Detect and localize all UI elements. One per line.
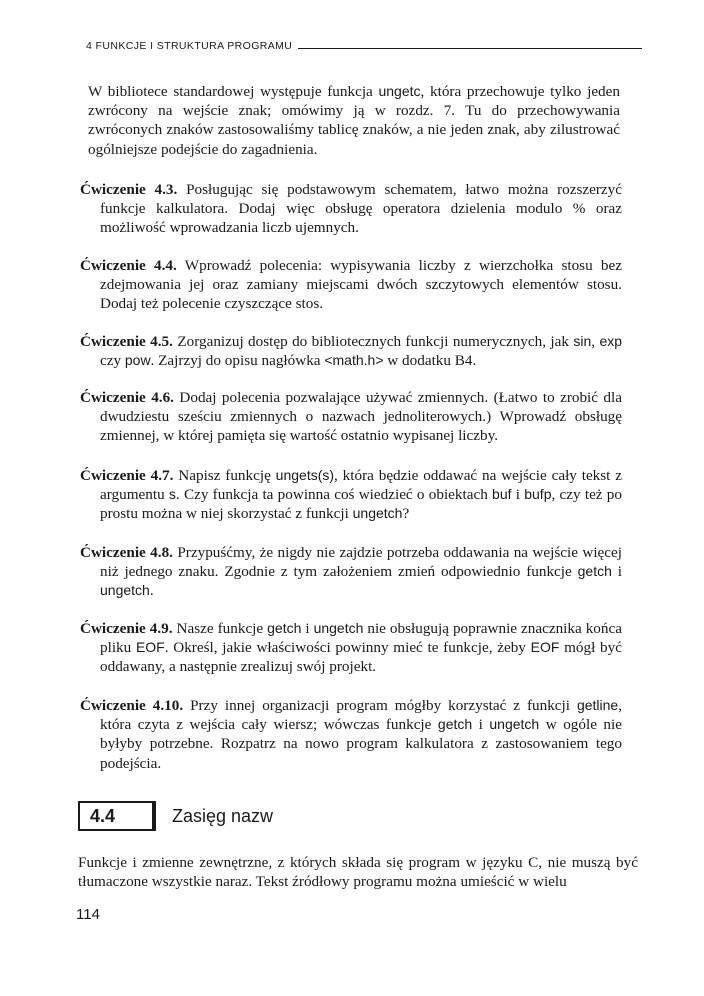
exercise-text: , czy też po prostu można w niej skorzystać z funkcji [100, 486, 622, 523]
exercise-4-9 [80, 619, 622, 677]
section-title: Zasięg nazw [172, 805, 274, 826]
code-s: s [168, 486, 176, 503]
code-ungets: ungets(s) [275, 467, 335, 483]
exercise-4-3 [80, 180, 622, 238]
exercise-label: Ćwiczenie 4.3. [80, 181, 178, 198]
exercise-text: . Określ, jakie właściwości powinny mieć te funkcje, żeby [164, 639, 531, 657]
exercise-label: Ćwiczenie 4.5. [80, 333, 173, 350]
exercise-text: Wprowadź polecenia: wypisywania liczby z wierzchołka stosu bez zdejmowania jej oraz zamiany miejscami dwóch szczytowych elementów stosu. Dodaj też polecenie czyszczące stos. [100, 257, 622, 313]
header-rule [298, 48, 642, 49]
exercise-text: w dodatku B4. [383, 352, 477, 370]
exercise-label: Ćwiczenie 4.6. [80, 389, 174, 406]
code-getch: getch [437, 716, 473, 733]
exercise-text: i [472, 716, 490, 734]
exercise-4-8 [80, 543, 622, 601]
code-eof: EOF [530, 639, 560, 656]
exercise-4-4 [80, 256, 622, 314]
running-header [86, 40, 642, 52]
exercise-text: i [511, 486, 525, 504]
exercise-text: , [591, 333, 600, 350]
code-pow: pow [124, 352, 151, 369]
code-getch: getch [267, 620, 302, 636]
code-eof: EOF [135, 639, 165, 656]
exercise-text: w ogóle nie byłyby potrzebne. Rozpatrz na nowo program kalkulatora z zastosowaniem tego podejścia. [100, 716, 622, 772]
code-ungetch: ungetch [489, 716, 540, 733]
code-exp: exp [599, 333, 623, 349]
code-ungetch: ungetch [352, 505, 403, 522]
exercise-text: Zorganizuj dostęp do bibliotecznych funkcji numerycznych, jak [172, 333, 574, 350]
section-heading [78, 797, 273, 835]
exercise-text: Nasze funkcje [172, 620, 268, 637]
intro-text-2: , która przechowuje tylko jeden zwrócony na wejście znak; omówimy ją w rozdz. 7. Tu do przechowywania zwróconych znaków zastosowaliśmy tablicę znaków, a nie jeden znak, aby zilustrować ogólniejsze podejście do zagadnienia. [88, 83, 620, 158]
exercise-text: , która czyta z wejścia cały wiersz; wówczas funkcje [100, 697, 622, 734]
exercise-text: Posługując się podstawowym schematem, łatwo można rozszerzyć funkcje kalkulatora. Dodaj więc obsługę operatora dzielenia modulo % oraz możliwość wprowadzania liczb ujemnych. [100, 181, 622, 237]
exercise-text: , która będzie oddawać na wejście cały tekst z argumentu [100, 467, 622, 504]
intro-paragraph [88, 82, 620, 159]
code-sin: sin [573, 333, 592, 349]
exercise-label: Ćwiczenie 4.9. [80, 620, 173, 637]
exercise-4-5 [80, 332, 622, 370]
section-number: 4.4 [90, 805, 116, 826]
exercise-text: . [149, 582, 154, 600]
exercise-4-7 [80, 466, 622, 524]
exercise-text: czy [100, 352, 125, 370]
intro-text-1: W bibliotece standardowej występuje funkcja [88, 83, 379, 100]
section-body-paragraph [78, 853, 638, 891]
page-number: 114 [76, 906, 100, 923]
code-math-h: <math.h> [324, 352, 384, 369]
exercise-text: i [611, 563, 622, 581]
exercise-4-10 [80, 696, 622, 773]
code-buf: buf [492, 486, 512, 503]
exercise-text: ? [402, 505, 410, 523]
exercise-text: Napisz funkcję [173, 467, 276, 484]
exercise-4-6 [80, 388, 622, 446]
exercise-text: nie obsługują poprawnie znacznika końca pliku [100, 620, 622, 657]
code-ungetc: ungetc [378, 83, 421, 99]
exercise-text: . Czy funkcja ta powinna coś wiedzieć o obiektach [175, 486, 493, 504]
code-bufp: bufp [524, 486, 552, 503]
code-ungetch: ungetch [313, 620, 364, 636]
running-header-title: 4 FUNKCJE I STRUKTURA PROGRAMU [86, 40, 293, 52]
exercise-text: mógł być oddawany, a następnie zrealizuj swój projekt. [100, 639, 622, 676]
code-getch: getch [577, 563, 612, 580]
exercise-text: Przypuśćmy, że nigdy nie zajdzie potrzeba oddawania na wejście więcej niż jednego znaku. Zgodnie z tym założeniem zmień odpowiednio funkcje [100, 544, 622, 581]
exercise-label: Ćwiczenie 4.10. [80, 697, 184, 714]
code-getline: getline [576, 697, 619, 713]
exercise-label: Ćwiczenie 4.4. [80, 257, 177, 274]
exercise-text: i [301, 620, 314, 637]
exercise-label: Ćwiczenie 4.7. [80, 467, 174, 484]
exercise-text: Dodaj polecenia pozwalające używać zmiennych. (Łatwo to zrobić dla dwudziestu sześciu zmiennych o nazwach jednoliterowych.) Wprowadź obsługę zmiennej, w której pamięta się wartość ostatnio wypisanej liczby. [100, 389, 622, 445]
exercise-label: Ćwiczenie 4.8. [80, 544, 173, 561]
exercise-text: . Zajrzyj do opisu nagłówka [150, 352, 325, 370]
section-body-text: Funkcje i zmienne zewnętrzne, z których składa się program w języku C, nie muszą być tłumaczone wszystkie naraz. Tekst źródłowy programu można umieścić w wielu [78, 854, 638, 891]
exercise-text: Przy innej organizacji program mógłby korzystać z funkcji [183, 697, 577, 714]
code-ungetch: ungetch [100, 582, 150, 599]
section-number-box [78, 801, 156, 831]
